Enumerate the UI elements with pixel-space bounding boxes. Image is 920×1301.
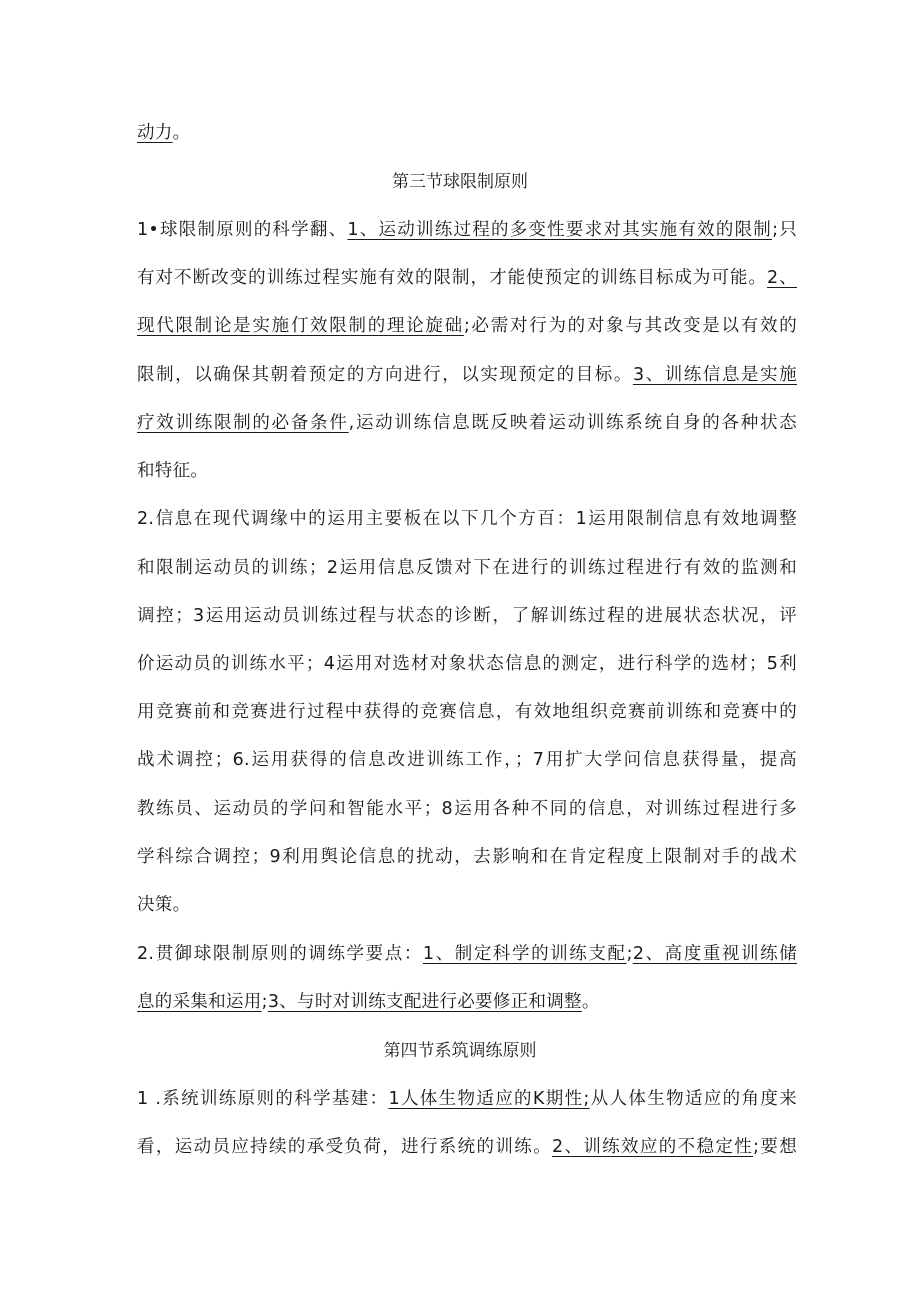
paragraph-line xyxy=(137,113,797,153)
text-run: ;要想 xyxy=(753,1137,798,1157)
text-run: ;只 xyxy=(772,220,797,240)
underlined-text: 1、制定科学的训练支配 xyxy=(422,944,627,964)
paragraph-line: 战术调控；6.运用获得的信息改进训练工作，；7用扩大学问信息获得量，提高 xyxy=(137,750,797,770)
text-run: ; xyxy=(626,944,633,964)
paragraph-line xyxy=(137,258,797,298)
text-run: 1 .系统训练原则的科学基建： xyxy=(137,1089,389,1109)
underlined-text: 1、运动训练过程的多变性要求对其实施有效的限制 xyxy=(347,220,773,240)
underlined-text: 2、训练效应的不稳定性 xyxy=(551,1137,754,1157)
section-heading-3: 第三节球限制原则 xyxy=(392,172,528,192)
paragraph-line: 用竞赛前和竞赛进行过程中获得的竞赛信息，有效地组织竞赛前训练和竞赛中的 xyxy=(137,702,797,722)
paragraph-line: 决策。 xyxy=(137,895,191,915)
underlined-text: 2、高度重视训练储 xyxy=(632,944,798,964)
paragraph-line xyxy=(137,1079,797,1119)
underlined-text: 息的采集和运用 xyxy=(137,992,262,1012)
text-run: ;必需对行为的对象与其改变是以有效的 xyxy=(463,316,797,336)
paragraph-line xyxy=(137,403,797,443)
text-run: 。 xyxy=(172,123,191,143)
text-run: ; xyxy=(261,992,268,1012)
text-run: 1•球限制原则的科学翻、 xyxy=(137,220,348,240)
paragraph-line: 教练员、运动员的学问和智能水平；8运用各种不同的信息，对训练过程进行多 xyxy=(137,799,797,819)
text-run: 2.贯御球限制原则的调练学要点： xyxy=(137,944,423,964)
paragraph-line: 和特征。 xyxy=(137,461,209,481)
underlined-text: 2、 xyxy=(767,268,797,288)
text-run: ,运动训练信息既反映着运动训练系统自身的各种状态 xyxy=(348,413,797,433)
paragraph-line: 和限制运动员的训练；2运用信息反馈对下在进行的训练过程进行有效的监测和 xyxy=(137,558,797,578)
paragraph-line xyxy=(137,306,797,346)
underlined-text: 1人体生物适应的K期性; xyxy=(388,1089,590,1109)
underlined-text: 现代限制论是实施仃效限制的理论旋础 xyxy=(137,316,464,336)
section-heading-4: 第四节系筑调练原则 xyxy=(383,1041,537,1061)
text-run: 限制，以确保其朝着预定的方向进行，以实现预定的目标。 xyxy=(137,365,633,385)
paragraph-line xyxy=(137,934,797,974)
paragraph-line xyxy=(137,1127,797,1167)
paragraph-line: 价运动员的训练水平；4运用对选材对象状态信息的测定，进行科学的选材；5利 xyxy=(137,654,797,674)
text-run: 从人体生物适应的角度来 xyxy=(589,1089,797,1109)
underlined-text: 疗效训练限制的必备条件 xyxy=(137,413,349,433)
text-run: 看，运动员应持续的承受负荷，进行系统的训练。 xyxy=(137,1137,552,1157)
paragraph-line: 调控；3运用运动员训练过程与状态的诊断，了解训练过程的进展状态状况，评 xyxy=(137,606,797,626)
paragraph-line xyxy=(137,355,797,395)
paragraph-line: 2.信息在现代调缘中的运用主要板在以下几个方百：1运用限制信息有效地调整 xyxy=(137,509,797,529)
paragraph-line: 学科综合调控；9利用舆论信息的扰动，去影响和在肯定程度上限制对手的战术 xyxy=(137,847,797,867)
paragraph-line xyxy=(137,982,797,1022)
underlined-text: 3、与时对训练支配进行必要修正和调整 xyxy=(267,992,582,1012)
underlined-text: 动力 xyxy=(137,123,173,143)
text-run: 。 xyxy=(581,992,600,1012)
text-run: 有对不断改变的训练过程实施有效的限制，才能使预定的训练目标成为可能。 xyxy=(137,268,768,288)
paragraph-line xyxy=(137,210,797,250)
underlined-text: 3、训练信息是实施 xyxy=(632,365,797,385)
